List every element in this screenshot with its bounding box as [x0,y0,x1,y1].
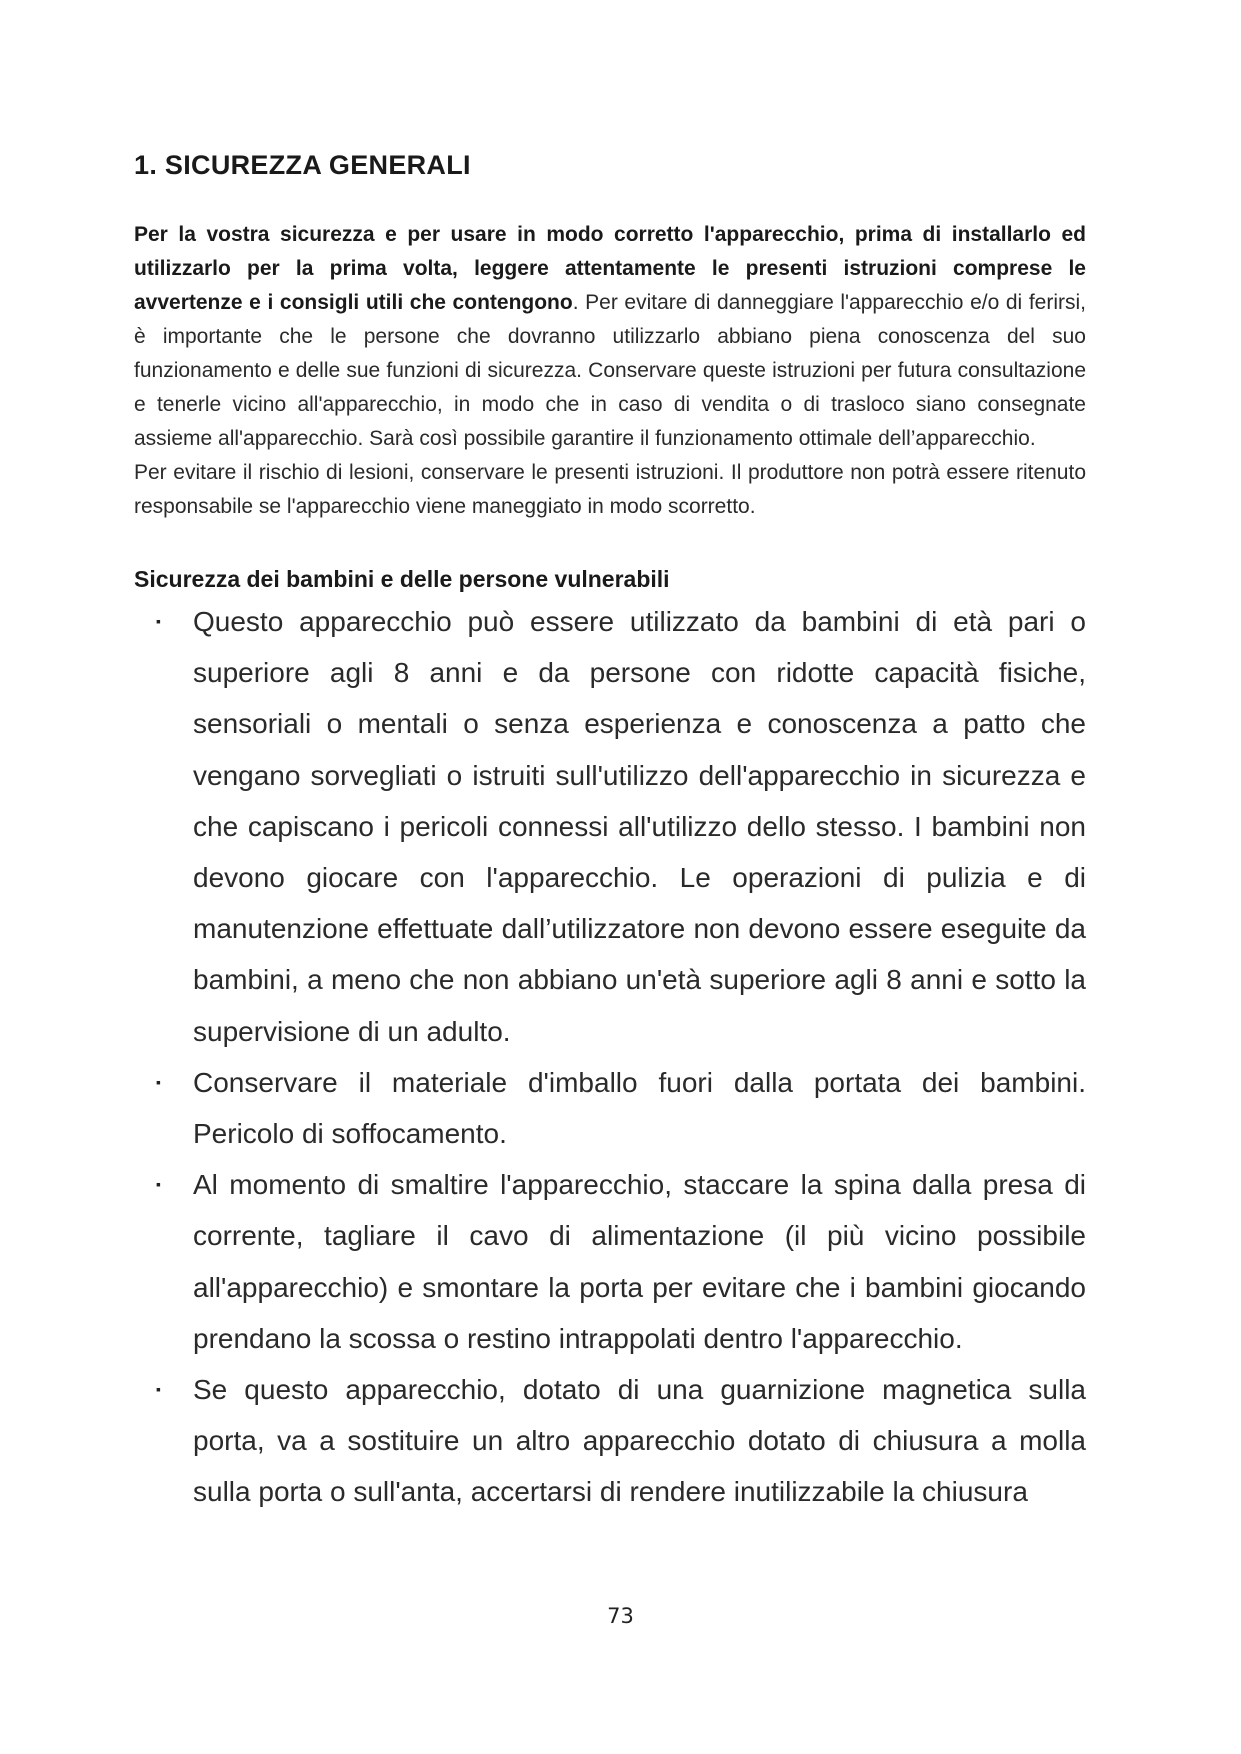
list-item [134,1057,1086,1159]
square-bullet-icon: ▪ [156,1073,161,1090]
children-safety-list [134,596,1086,1518]
list-item-text: Questo apparecchio può essere utilizzato da bambini di età pari o superiore agli 8 anni e da persone con ridotte capacità fisiche, sensoriali o mentali o senza esperienza e conoscenza a patto che vengano sorvegliati o istruiti sull'utilizzo dell'apparecchio in sicurezza e che capiscano i pericoli connessi all'utilizzo dello stesso. I bambini non devono giocare con l'apparecchio. Le operazioni di pulizia e di manutenzione effettuate dall’utilizzatore non devono essere eseguite da bambini, a meno che non abbiano un'età superiore agli 8 anni e sotto la supervisione di un adulto. [193,606,1086,1047]
page-number: 73 [607,1604,634,1628]
list-item [134,596,1086,1057]
list-item-text: Conservare il materiale d'imballo fuori dalla portata dei bambini. Pericolo di soffocamento. [193,1066,1086,1150]
square-bullet-icon: ▪ [156,613,161,629]
intro-paragraph [134,218,1086,456]
list-item [134,1159,1086,1364]
children-safety-heading: Sicurezza dei bambini e delle persone vulnerabili [134,566,670,592]
list-item-text: Al momento di smaltire l'apparecchio, staccare la spina dalla presa di corrente, tagliare il cavo di alimentazione (il più vicino possibile all'apparecchio) e smontare la porta per evitare che i bambini giocando prendano la scossa o restino intrappolati dentro l'apparecchio. [193,1169,1086,1354]
section-title: 1. SICUREZZA GENERALI [134,150,471,180]
intro-regular-text: . Per evitare di danneggiare l'apparecchio e/o di ferirsi, è importante che le persone che dovranno utilizzarlo abbiano piena conoscenza del suo funzionamento e delle sue funzioni di sicurezza. Conservare queste istruzioni per futura consultazione e tenerle vicino all'apparecchio, in modo che in caso di vendita o di trasloco siano consegnate assieme all'apparecchio. Sarà così possibile garantire il funzionamento ottimale dell’apparecchio. [134,291,1086,450]
list-item-text: Se questo apparecchio, dotato di una guarnizione magnetica sulla porta, va a sostituire un altro apparecchio dotato di chiusura a molla sulla porta o sull'anta, accertarsi di rendere inutilizzabile la chiusura [193,1374,1086,1508]
intro-bold-text: Per la vostra sicurezza e per usare in modo corretto l'apparecchio, prima di installarlo ed utilizzarlo per la prima volta, leggere attentamente le presenti istruzioni comprese le avvertenze e i consigli utili che contengono [134,223,1086,314]
square-bullet-icon: ▪ [156,1176,161,1193]
list-item [134,1364,1086,1518]
square-bullet-icon: ▪ [156,1381,161,1398]
responsibility-note: Per evitare il rischio di lesioni, conservare le presenti istruzioni. Il produttore non potrà essere ritenuto responsabile se l'apparecchio viene maneggiato in modo scorretto. [134,461,1086,518]
manual-page [134,148,1086,1518]
